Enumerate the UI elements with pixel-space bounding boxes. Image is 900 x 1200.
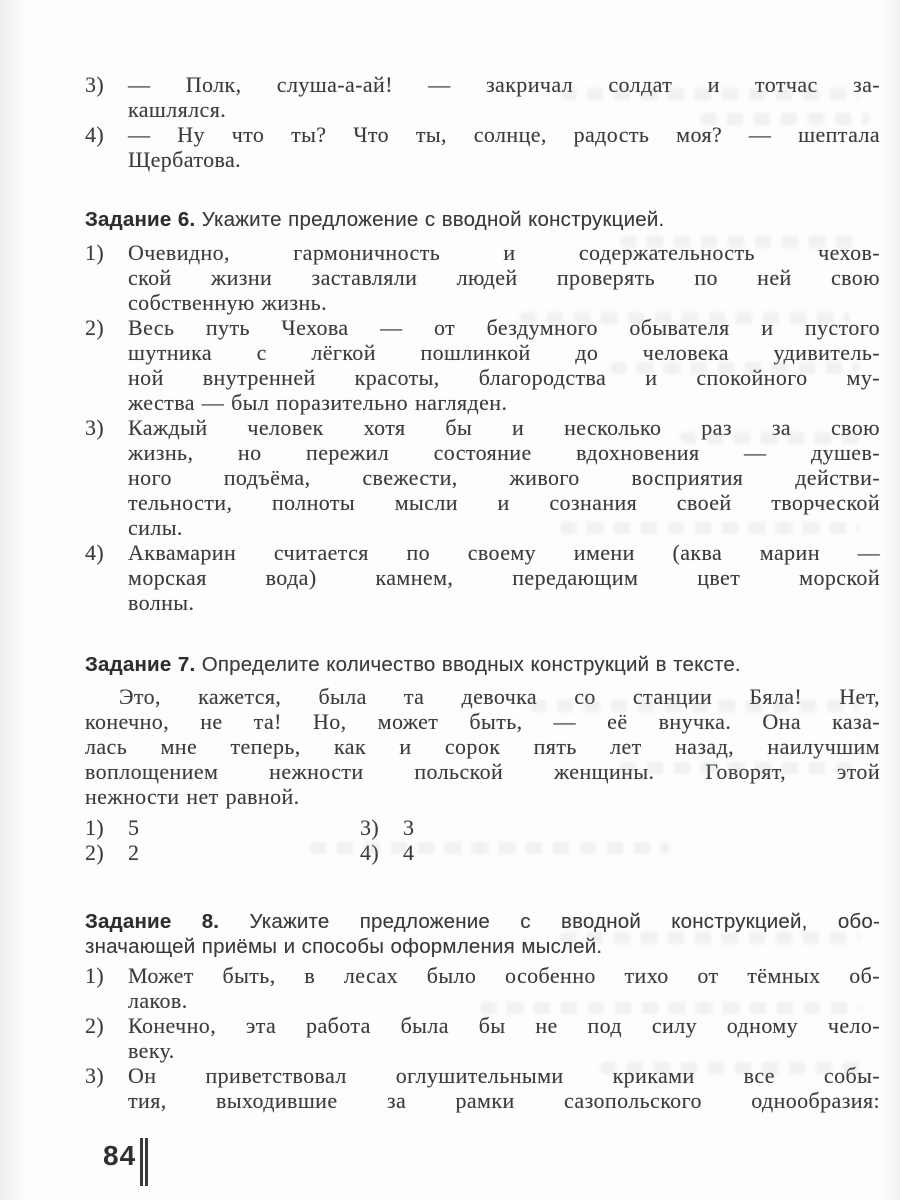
item-text bbox=[128, 240, 880, 315]
item-number: 3) bbox=[85, 415, 105, 440]
item-number: 2) bbox=[85, 315, 105, 340]
task8-options-list bbox=[85, 963, 880, 1113]
text-line: лась мне теперь, как и сорок пять лет назад, наилучшим bbox=[85, 734, 880, 759]
heading-line: Задание 7. Определите количество вводных конструкций в тексте. bbox=[85, 653, 741, 676]
answer-number: 1) bbox=[85, 815, 105, 840]
previous-task-options-list bbox=[85, 72, 880, 172]
task7-heading bbox=[85, 652, 880, 677]
task-label: Задание 6. bbox=[85, 208, 196, 231]
list-item bbox=[85, 415, 880, 540]
item-number: 2) bbox=[85, 1013, 105, 1038]
page-content bbox=[85, 72, 880, 1113]
text-line: лаков. bbox=[128, 988, 188, 1013]
item-number: 4) bbox=[85, 122, 105, 147]
text-line: воплощением нежности польской женщины. Говорят, этой bbox=[85, 759, 880, 784]
task7-source-text bbox=[85, 684, 880, 809]
text-line: Очевидно, гармоничность и содержательность чехов- bbox=[128, 240, 880, 265]
text-line: Конечно, эта работа была бы не под силу одному чело- bbox=[128, 1013, 880, 1038]
list-item bbox=[85, 540, 880, 615]
text-line: Аквамарин считается по своему имени (аква марин — bbox=[128, 540, 880, 565]
text-line: собственную жизнь. bbox=[128, 290, 328, 315]
list-item bbox=[85, 240, 880, 315]
text-line: Может быть, в лесах было особенно тихо от тёмных об- bbox=[128, 963, 880, 988]
item-text bbox=[128, 540, 880, 615]
task6-options-list bbox=[85, 240, 880, 615]
item-text bbox=[128, 963, 880, 1013]
text-line: тельности, полноты мысли и сознания своей творческой bbox=[128, 490, 880, 515]
list-item bbox=[85, 72, 880, 122]
text-line: конечно, не та! Но, может быть, — её внучка. Она каза- bbox=[85, 709, 880, 734]
text-line: морская вода) камнем, передающим цвет морской bbox=[128, 565, 880, 590]
text-line: жества — был поразительно нагляден. bbox=[128, 390, 508, 415]
task-label: Задание 8. bbox=[85, 910, 220, 933]
text-line: волны. bbox=[128, 590, 195, 615]
heading-line: значающей приёмы и способы оформления мыслей. bbox=[85, 935, 603, 958]
heading-line: Задание 8. Укажите предложение с вводной конструкцией, обо- bbox=[85, 910, 880, 933]
item-text bbox=[128, 1063, 880, 1113]
task6-heading bbox=[85, 207, 880, 232]
list-item bbox=[85, 1063, 880, 1113]
item-text bbox=[128, 315, 880, 415]
item-number: 3) bbox=[85, 1063, 105, 1088]
list-item bbox=[85, 122, 880, 172]
heading-line: Задание 6. Укажите предложение с вводной конструкцией. bbox=[85, 208, 665, 231]
item-text bbox=[128, 415, 880, 540]
list-item bbox=[85, 1013, 880, 1063]
answer-option bbox=[85, 840, 360, 865]
answer-option bbox=[360, 840, 880, 865]
text-line: веку. bbox=[128, 1038, 175, 1063]
answer-value: 3 bbox=[403, 815, 415, 840]
page-number-rule-icon bbox=[140, 1138, 150, 1186]
text-line: Щербатова. bbox=[128, 147, 242, 172]
answer-value: 4 bbox=[403, 840, 415, 865]
text-line: Весь путь Чехова — от бездумного обывателя и пустого bbox=[128, 315, 880, 340]
answer-number: 4) bbox=[360, 840, 380, 865]
text-line: кашлялся. bbox=[128, 97, 227, 122]
item-number: 1) bbox=[85, 963, 105, 988]
item-text bbox=[128, 72, 880, 122]
text-line: — Ну что ты? Что ты, солнце, радость моя? — шептала bbox=[128, 122, 880, 147]
page-footer bbox=[103, 1140, 150, 1186]
answer-value: 5 bbox=[128, 815, 140, 840]
text-line: шутника с лёгкой пошлинкой до человека удивитель- bbox=[128, 340, 880, 365]
text-line: силы. bbox=[128, 515, 183, 540]
list-item bbox=[85, 963, 880, 1013]
answer-option bbox=[360, 815, 880, 840]
text-line: жизнь, но пережил состояние вдохновения — душев- bbox=[128, 440, 880, 465]
answer-number: 2) bbox=[85, 840, 105, 865]
item-number: 3) bbox=[85, 72, 105, 97]
list-item bbox=[85, 315, 880, 415]
answer-value: 2 bbox=[128, 840, 140, 865]
text-line: Он приветствовал оглушительными криками все собы- bbox=[128, 1063, 880, 1088]
text-line: Это, кажется, была та девочка со станции Бяла! Нет, bbox=[119, 684, 880, 709]
task7-answers-grid bbox=[85, 815, 880, 865]
item-text bbox=[128, 1013, 880, 1063]
text-line: ной внутренней красоты, благородства и спокойного му- bbox=[128, 365, 880, 390]
page-number: 84 bbox=[103, 1140, 137, 1171]
text-line: ской жизни заставляли людей проверять по ней свою bbox=[128, 265, 880, 290]
item-number: 4) bbox=[85, 540, 105, 565]
text-line: Каждый человек хотя бы и несколько раз за свою bbox=[128, 415, 880, 440]
text-line: нежности нет равной. bbox=[85, 784, 300, 809]
answer-option bbox=[85, 815, 360, 840]
task8-heading bbox=[85, 909, 880, 959]
item-text bbox=[128, 122, 880, 172]
text-line: ного подъёма, свежести, живого восприятия действи- bbox=[128, 465, 880, 490]
task-label: Задание 7. bbox=[85, 653, 196, 676]
answer-number: 3) bbox=[360, 815, 380, 840]
text-line: тия, выходившие за рамки сазопольского однообразия: bbox=[128, 1088, 880, 1113]
text-line: — Полк, слуша-а-ай! — закричал солдат и тотчас за- bbox=[128, 72, 880, 97]
item-number: 1) bbox=[85, 240, 105, 265]
